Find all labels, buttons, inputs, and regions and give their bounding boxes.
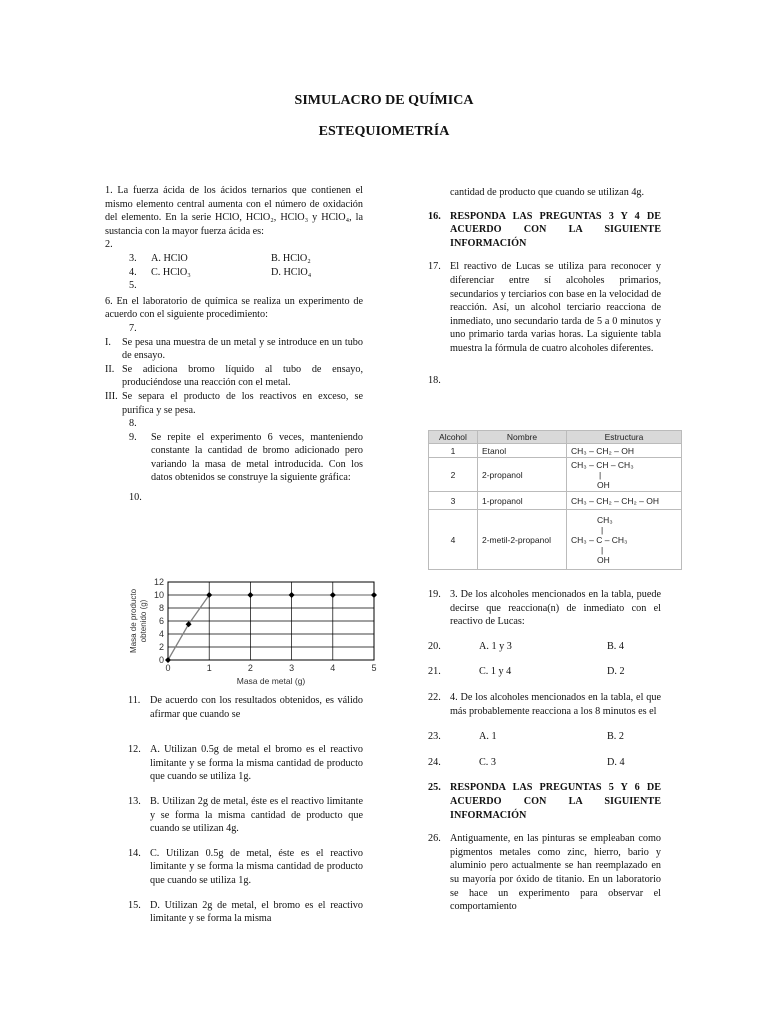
option-row	[105, 252, 363, 266]
item-number: 20.	[428, 640, 441, 652]
question-6: 6. En el laboratorio de química se realiza un experimento de acuerdo con el siguiente procedimiento:	[105, 295, 363, 321]
item-number: 2.	[105, 239, 113, 251]
option-a: A. 1	[479, 731, 497, 743]
alcohol-name: Etanol	[478, 444, 567, 458]
section-heading-16	[428, 210, 661, 251]
item-number: 16.	[428, 210, 441, 222]
question-26	[428, 832, 661, 914]
x-axis-label: Masa de metal (g)	[236, 676, 306, 686]
y-axis-label-line: Masa de producto	[129, 588, 138, 654]
table-row	[429, 492, 682, 510]
option-15	[128, 899, 363, 926]
y-tick-label: 0	[158, 655, 164, 665]
alcohol-structure	[567, 510, 682, 570]
option-b: B. 4	[607, 640, 624, 652]
question-22	[428, 691, 661, 718]
item-number: 4.	[129, 266, 137, 278]
step-text: Se adiciona bromo líquido al tubo de ensayo, produciéndose una reacción con el metal.	[122, 363, 363, 389]
structure-bond: |	[601, 524, 604, 535]
option-row	[428, 730, 661, 744]
y-tick-label: 2	[158, 642, 164, 652]
table-row	[429, 510, 682, 570]
x-tick-label: 2	[247, 663, 253, 673]
structure-line: CH₃ – CH – CH₃	[571, 459, 634, 470]
heading-text: RESPONDA LAS PREGUNTAS 3 Y 4 DE ACUERDO CON LA SIGUIENTE INFORMACIÓN	[450, 210, 661, 249]
item-number: 13.	[128, 795, 141, 807]
section-heading-25	[428, 781, 661, 822]
item-number: 22.	[428, 691, 441, 703]
option-b: B. 2	[607, 731, 624, 743]
table-header-row	[429, 431, 682, 444]
option-row	[105, 266, 363, 280]
option-row	[428, 665, 661, 679]
option-d: D. HClO₄	[271, 266, 312, 278]
table-row	[429, 458, 682, 492]
y-tick-label: 8	[158, 603, 164, 613]
alcohol-structure	[567, 444, 682, 458]
option-text: A. Utilizan 0.5g de metal el bromo es el reactivo limitante y se forma la misma cantidad de producto que cuando se utiliza 1g.	[150, 744, 363, 783]
right-column-lower	[428, 588, 661, 914]
alcohol-number: 1	[429, 444, 478, 458]
option-d: D. 4	[607, 756, 625, 768]
y-axis-label-line: obtenido (g)	[139, 599, 148, 643]
heading-text: RESPONDA LAS PREGUNTAS 5 Y 6 DE ACUERDO CON LA SIGUIENTE INFORMACIÓN	[450, 782, 661, 821]
roman-numeral: III.	[105, 390, 118, 402]
option-b: B. HClO₂	[271, 252, 311, 264]
item-number: 19.	[428, 589, 441, 600]
alcohol-number: 2	[429, 458, 478, 492]
alcohol-name: 2-propanol	[478, 458, 567, 492]
item-number: 17.	[428, 261, 441, 273]
structure-line: CH₃ – CH₂ – OH	[571, 445, 634, 456]
option-13	[128, 795, 363, 836]
option-c: C. HClO₃	[151, 266, 191, 278]
option-14	[128, 847, 363, 888]
option-c: C. 3	[479, 756, 496, 768]
alcohol-table	[428, 430, 682, 570]
question-9	[105, 431, 363, 485]
option-a: A. HClO	[151, 252, 188, 264]
question-text: Antiguamente, en las pinturas se empleaban como pigmentos metales como zinc, hierro, bario y aluminio pero actualmente se han reemplazado en su mayoría por óxido de titanio. En un laboratorio se hace un experimento para observar el comportamiento	[450, 833, 661, 913]
roman-numeral: I.	[105, 336, 111, 348]
x-tick-label: 3	[289, 663, 295, 673]
item-number: 15.	[128, 899, 141, 911]
alcohol-number: 3	[429, 492, 478, 510]
structure-line: OH	[597, 479, 610, 490]
y-axis-label	[129, 588, 148, 653]
question-17	[428, 260, 661, 355]
option-12	[128, 743, 363, 784]
step-1	[105, 336, 363, 363]
option-row	[428, 756, 661, 770]
continued-text: cantidad de producto que cuando se utilizan 4g.	[450, 187, 645, 198]
option-text: B. Utilizan 2g de metal, éste es el reactivo limitante y se forma la misma cantidad de producto que cuando se utilizan 4g.	[150, 795, 363, 835]
item-number: 11.	[128, 695, 141, 706]
alcohol-name: 1-propanol	[478, 492, 567, 510]
structure-bond: |	[601, 544, 604, 555]
structure-bond: |	[599, 469, 602, 480]
question-text: 3. De los alcoholes mencionados en la tabla, puede decirse que reacciona(n) de inmediato con el reactivo de Lucas:	[450, 589, 661, 628]
item-number: 21.	[428, 666, 441, 678]
item-number: 8.	[129, 418, 137, 430]
x-tick-label: 4	[330, 663, 336, 673]
alcohol-structure	[567, 458, 682, 492]
option-text: D. Utilizan 2g de metal, el bromo es el reactivo limitante y se forma la misma	[150, 899, 363, 925]
item-number: 18.	[428, 374, 441, 386]
item-number: 9.	[129, 431, 137, 443]
y-tick-label: 4	[158, 629, 164, 639]
step-2	[105, 363, 363, 390]
question-11	[128, 694, 363, 721]
step-text: Se pesa una muestra de un metal y se introduce en un tubo de ensayo.	[122, 336, 363, 362]
x-tick-label: 5	[371, 663, 377, 673]
option-text: C. Utilizan 0.5g de metal, éste es el reactivo limitante y se forma la misma cantidad de producto que cuando se utiliza 1g.	[150, 847, 363, 886]
alcohol-number: 4	[429, 510, 478, 570]
item-number: 26.	[428, 833, 441, 845]
table-row	[429, 444, 682, 458]
structure-line: CH₃ – CH₂ – CH₂ – OH	[571, 495, 659, 506]
question-text: De acuerdo con los resultados obtenidos, es válido afirmar que cuando se	[150, 695, 363, 720]
y-tick-label: 6	[158, 616, 164, 626]
structure-line: OH	[597, 554, 610, 565]
mass-chart	[128, 576, 388, 694]
page-subtitle: ESTEQUIOMETRÍA	[318, 124, 450, 139]
question-19	[428, 588, 661, 629]
question-text: El reactivo de Lucas se utiliza para reconocer y diferenciar entre sí alcoholes primarios, secundarios y terciarios con base en la velocidad de reacción. Así, un alcohol terciario reacciona de inmediato, uno secundario tarda de 5 a 0 minutos y uno primario tarda varias horas. La siguiente tabla muestra la fórmula de cuatro alcoholes diferentes.	[450, 261, 661, 354]
structure-line: CH₃	[597, 514, 613, 525]
question-text: Se repite el experimento 6 veces, manteniendo constante la cantidad de bromo adicionado pero variando la masa de metal introducida. Con los datos obtenidos se construye la siguiente gráfica:	[151, 431, 363, 484]
roman-numeral: II.	[105, 363, 115, 375]
column-header: Estructura	[567, 431, 682, 444]
x-tick-label: 0	[165, 663, 171, 673]
item-number: 10.	[129, 492, 142, 504]
option-a: A. 1 y 3	[479, 640, 512, 652]
option-row	[428, 640, 661, 654]
item-number: 12.	[128, 744, 141, 756]
right-column	[428, 186, 661, 387]
item-number: 23.	[428, 731, 441, 743]
alcohol-name: 2-metil-2-propanol	[478, 510, 567, 570]
option-c: C. 1 y 4	[479, 666, 512, 678]
column-header: Alcohol	[429, 431, 478, 444]
question-1: 1. La fuerza ácida de los ácidos ternarios que contienen el mismo elemento central aumenta con el número de oxidación del elemento. En la serie HClO, HClO₂, HClO₃ y HClO₄, la sustancia con la mayor fuerza ácida es:	[105, 185, 363, 237]
item-number: 25.	[428, 782, 441, 794]
item-number: 24.	[428, 756, 441, 768]
left-column-lower	[128, 694, 363, 926]
page-title: SIMULACRO DE QUÍMICA	[294, 93, 474, 108]
column-header: Nombre	[478, 431, 567, 444]
item-number: 14.	[128, 847, 141, 859]
y-tick-label: 10	[153, 590, 164, 600]
left-column	[105, 184, 363, 505]
step-text: Se separa el producto de los reactivos en exceso, se purifica y se pesa.	[122, 390, 363, 416]
question-text: 4. De los alcoholes mencionados en la tabla, el que más probablemente reacciona a los 8 minutos es el	[450, 691, 661, 717]
step-3	[105, 390, 363, 417]
item-number: 7.	[129, 322, 137, 334]
structure-line: CH₃ – C – CH₃	[571, 534, 628, 545]
item-number: 5.	[129, 280, 137, 292]
item-number: 3.	[129, 252, 137, 264]
alcohol-structure	[567, 492, 682, 510]
x-tick-label: 1	[206, 663, 212, 673]
y-tick-label: 12	[153, 577, 164, 587]
option-d: D. 2	[607, 666, 625, 678]
